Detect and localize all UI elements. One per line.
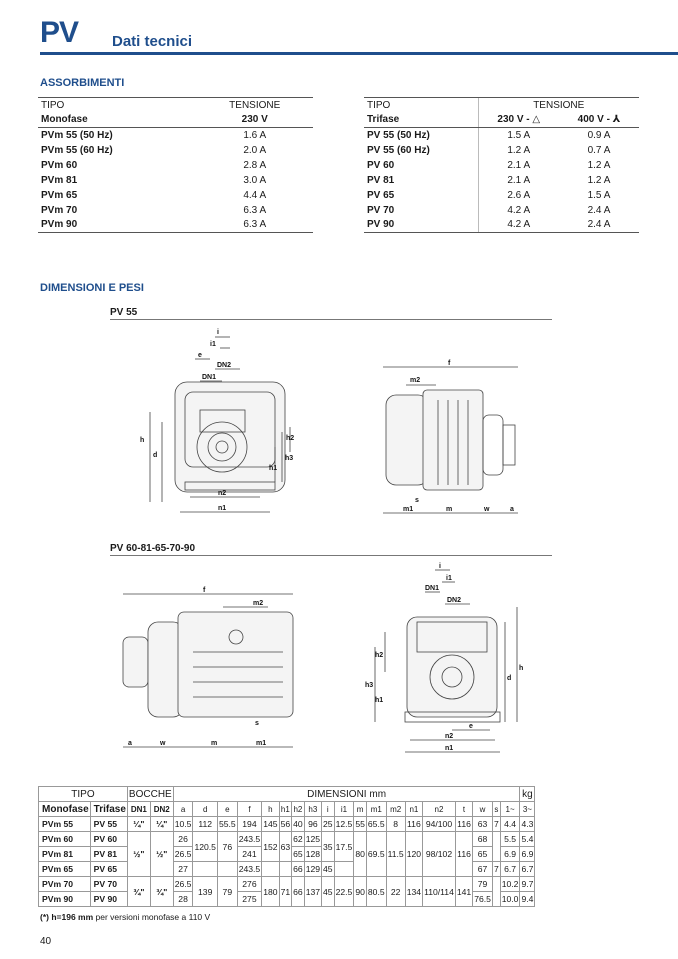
col-s: s — [492, 802, 500, 817]
page-number: 40 — [40, 936, 52, 947]
cell: 5.5 — [500, 832, 520, 847]
drawing2-rule — [110, 555, 552, 556]
header-rule — [40, 52, 678, 55]
dim-label-m1: m1 — [256, 740, 267, 747]
dim-label-m2: m2 — [410, 377, 421, 384]
cell: 80 — [354, 832, 367, 877]
cell: 276 — [237, 877, 262, 892]
row-type: PV 90 — [364, 218, 478, 233]
row-tri: PV 90 — [90, 892, 127, 907]
col-m: m — [354, 802, 367, 817]
dim-label-e: e — [198, 352, 202, 359]
cell: 9.7 — [520, 877, 535, 892]
cell: 4.3 — [520, 817, 535, 832]
table-row — [38, 188, 313, 203]
cell: 129 — [304, 862, 321, 877]
row-tri: PV 70 — [90, 877, 127, 892]
dim-label-w: w — [484, 506, 490, 513]
cell: 110/114 — [423, 877, 456, 907]
dim-label-h: h — [519, 665, 524, 672]
row-current: 1.6 A — [243, 129, 267, 141]
cell: 79 — [473, 877, 493, 892]
row-current-400: 1.2 A — [587, 174, 611, 186]
cell: 65 — [292, 847, 305, 862]
h-bocche: BOCCHE — [128, 788, 172, 800]
row-mono: PVm 65 — [39, 862, 91, 877]
col-a: a — [173, 802, 193, 817]
row-current-400: 1.2 A — [587, 159, 611, 171]
cell: 26.5 — [173, 877, 193, 892]
col-h3: h3 — [304, 802, 321, 817]
col-n1: n1 — [405, 802, 422, 817]
phase-label: Trifase — [364, 113, 478, 128]
dim-label-h: h — [140, 437, 145, 444]
dim-label-m2: m2 — [253, 600, 264, 607]
cell: 112 — [193, 817, 218, 832]
cell: 55 — [354, 817, 367, 832]
row-tri: PV 55 — [90, 817, 127, 832]
col-kg3: 3~ — [520, 802, 535, 817]
row-mono: PVm 81 — [39, 847, 91, 862]
cell: 65 — [473, 847, 493, 862]
row-current: 4.4 A — [243, 189, 267, 201]
cell: 80.5 — [366, 877, 386, 907]
cell: 116 — [455, 817, 472, 832]
cell: 6.9 — [500, 847, 520, 862]
cell: 4.4 — [500, 817, 520, 832]
drawing1-rule — [110, 319, 552, 320]
dim-label-h1: h1 — [375, 697, 384, 704]
col-type: TIPO — [364, 98, 478, 113]
dim-label-i1: i1 — [210, 341, 216, 348]
row-tri: PV 81 — [90, 847, 127, 862]
row-mono: PVm 55 — [39, 817, 91, 832]
row-type: PVm 81 — [41, 174, 78, 186]
cell: 120 — [405, 832, 422, 877]
table-row — [364, 158, 639, 173]
dim-label-f: f — [203, 587, 206, 594]
row-current: 3.0 A — [243, 174, 267, 186]
cell: 6.7 — [500, 862, 520, 877]
col-voltage: TENSIONE — [196, 98, 313, 113]
col-i: i — [322, 802, 335, 817]
cell: 11.5 — [386, 832, 405, 877]
row-type: PV 81 — [367, 174, 395, 186]
row-mono: PVm 60 — [39, 832, 91, 847]
cell: 10.5 — [173, 817, 193, 832]
cell: 56 — [279, 817, 292, 832]
page-header — [40, 16, 678, 56]
table-row — [38, 128, 313, 143]
dim-label-dn1: DN1 — [202, 374, 217, 381]
drawing1-title: PV 55 — [110, 307, 138, 318]
dim-label-n2: n2 — [445, 733, 454, 740]
table-row — [38, 203, 313, 218]
cell: 22 — [386, 877, 405, 907]
table-row — [364, 203, 639, 218]
cell: 90 — [354, 877, 367, 907]
cell: 25 — [322, 817, 335, 832]
cell: 22.5 — [334, 877, 354, 907]
row-type: PVm 90 — [38, 218, 196, 233]
absorption-mono-table — [38, 97, 313, 233]
cell: 27 — [173, 862, 193, 877]
col-n2: n2 — [423, 802, 456, 817]
col-w: w — [473, 802, 493, 817]
pv55-side-view — [378, 355, 528, 520]
cell: 125 — [304, 832, 321, 847]
cell: 6.9 — [520, 847, 535, 862]
col-voltage: TENSIONE — [478, 98, 639, 113]
col-d: d — [193, 802, 218, 817]
cell: 79 — [217, 877, 237, 907]
cell: 40 — [292, 817, 305, 832]
table-row — [38, 218, 313, 233]
col-f: f — [237, 802, 262, 817]
cell: ½" — [127, 832, 150, 877]
table-row — [39, 877, 535, 892]
cell: 5.4 — [520, 832, 535, 847]
cell: 62 — [292, 832, 305, 847]
row-current-400: 2.4 A — [587, 204, 611, 216]
col-h: h — [262, 802, 279, 817]
phase-label: Monofase — [38, 113, 196, 128]
cell: ½" — [150, 832, 173, 877]
h-tipo: TIPO — [39, 787, 128, 802]
voltage-label: 230 V — [196, 113, 313, 128]
row-current: 2.0 A — [243, 144, 267, 156]
dim-label-dn2: DN2 — [447, 597, 462, 604]
row-type: PV 55 (50 Hz) — [367, 129, 430, 141]
pv60-front-view — [355, 562, 530, 762]
cell: 10.2 — [500, 877, 520, 892]
cell: 96 — [304, 817, 321, 832]
dim-label-m: m — [211, 740, 218, 747]
cell: 55.5 — [217, 817, 237, 832]
cell: 71 — [279, 877, 292, 907]
dim-label-f: f — [448, 360, 451, 367]
footnote-text: per versioni monofase a 110 V — [93, 912, 211, 922]
dimensions-table — [38, 786, 535, 907]
dim-label-a: a — [128, 740, 132, 747]
cell: 65.5 — [366, 817, 386, 832]
col-e: e — [217, 802, 237, 817]
cell: 66 — [292, 877, 305, 907]
row-type: PVm 60 — [41, 159, 78, 171]
row-mono: PVm 70 — [39, 877, 91, 892]
dim-label-m1: m1 — [403, 506, 414, 513]
col-m2: m2 — [386, 802, 405, 817]
dim-label-i: i — [217, 329, 219, 336]
cell: 76.5 — [473, 892, 493, 907]
cell: ¾" — [127, 877, 150, 907]
cell: 7 — [492, 862, 500, 877]
cell: 68 — [473, 832, 493, 847]
cell: 45 — [322, 877, 335, 907]
table-row — [38, 173, 313, 188]
col-m1: m1 — [366, 802, 386, 817]
row-type: PVm 55 (50 Hz) — [41, 129, 113, 141]
dim-label-h3: h3 — [365, 682, 374, 689]
voltage-400-label: 400 V - ⅄ — [559, 113, 639, 128]
table-row — [364, 128, 639, 143]
dim-label-h2: h2 — [286, 435, 295, 442]
row-type: PV 55 (60 Hz) — [367, 144, 430, 156]
dim-label-h3: h3 — [285, 455, 294, 462]
row-type: PVm 65 — [41, 189, 78, 201]
cell: 120.5 — [193, 832, 218, 862]
row-current: 6.3 A — [196, 218, 313, 233]
col-kg1: 1~ — [500, 802, 520, 817]
row-tri: PV 65 — [90, 862, 127, 877]
cell: 26 — [173, 832, 193, 847]
row-current-400: 1.5 A — [587, 189, 611, 201]
col-h1: h1 — [279, 802, 292, 817]
cell: 28 — [173, 892, 193, 907]
cell: 10.0 — [500, 892, 520, 907]
row-current-230: 1.5 A — [478, 128, 559, 143]
h-dim: DIMENSIONI mm — [173, 787, 520, 802]
dim-label-dn2: DN2 — [217, 362, 232, 369]
cell: 241 — [237, 847, 262, 862]
cell: 139 — [193, 877, 218, 907]
cell: 8 — [386, 817, 405, 832]
h-mono: Monofase — [39, 802, 91, 817]
dim-label-m: m — [446, 506, 453, 513]
cell: 98/102 — [423, 832, 456, 877]
col-t: t — [455, 802, 472, 817]
row-tri: PV 60 — [90, 832, 127, 847]
page-title: Dati tecnici — [112, 33, 193, 50]
cell: 116 — [455, 832, 472, 877]
cell: 141 — [455, 877, 472, 907]
pv55-front-view — [130, 322, 320, 522]
cell: 243.5 — [237, 832, 262, 847]
absorption-tri-table — [364, 97, 639, 233]
cell: 35 — [322, 832, 335, 862]
cell: 17.5 — [334, 832, 354, 862]
dim-label-d: d — [507, 675, 512, 682]
h-tri: Trifase — [90, 802, 127, 817]
row-current-400: 0.7 A — [587, 144, 611, 156]
drawing2-title: PV 60-81-65-70-90 — [110, 543, 196, 554]
cell: 180 — [262, 877, 279, 907]
table-row — [364, 173, 639, 188]
table-row — [364, 143, 639, 158]
pv60-side-view — [118, 582, 303, 757]
row-current-230: 4.2 A — [478, 218, 559, 233]
cell: 66 — [292, 862, 305, 877]
cell: ¼" — [150, 817, 173, 832]
cell: 9.4 — [520, 892, 535, 907]
voltage-230-label: 230 V - △ — [478, 113, 559, 128]
cell: 194 — [237, 817, 262, 832]
table-row — [38, 143, 313, 158]
cell: 116 — [405, 817, 422, 832]
col-i1: i1 — [334, 802, 354, 817]
dim-label-n1: n1 — [445, 745, 454, 752]
cell: 12.5 — [334, 817, 354, 832]
dim-label-d: d — [153, 452, 158, 459]
h-kg: kg — [520, 787, 535, 802]
cell: 67 — [473, 862, 493, 877]
row-type: PV 70 — [367, 204, 395, 216]
cell: 152 — [262, 832, 279, 862]
table-row — [364, 188, 639, 203]
cell: 243.5 — [237, 862, 262, 877]
row-current-230: 2.1 A — [478, 173, 559, 188]
dim-label-w: w — [160, 740, 166, 747]
row-type: PV 60 — [367, 159, 395, 171]
row-type: PVm 70 — [41, 204, 78, 216]
absorption-title: ASSORBIMENTI — [40, 77, 125, 89]
cell: 26.5 — [173, 847, 193, 862]
dim-label-dn1: DN1 — [425, 585, 440, 592]
cell: 63 — [279, 832, 292, 862]
dim-label-s: s — [255, 720, 259, 727]
row-type: PVm 55 (60 Hz) — [41, 144, 113, 156]
dim-label-h2: h2 — [375, 652, 384, 659]
cell: 45 — [322, 862, 335, 877]
footnote-bold: (*) h=196 mm — [40, 912, 94, 922]
row-type: PV 65 — [367, 189, 395, 201]
row-current-230: 4.2 A — [478, 203, 559, 218]
cell: 128 — [304, 847, 321, 862]
table-row — [38, 158, 313, 173]
cell: 69.5 — [366, 832, 386, 877]
cell: 76 — [217, 832, 237, 862]
row-current-230: 2.1 A — [478, 158, 559, 173]
cell: 7 — [492, 817, 500, 832]
cell: ¼" — [127, 817, 150, 832]
cell: 275 — [237, 892, 262, 907]
col-dn1: DN1 — [127, 802, 150, 817]
cell: 63 — [473, 817, 493, 832]
cell: 134 — [405, 877, 422, 907]
series-title: PV — [40, 16, 79, 49]
row-current-400: 2.4 A — [559, 218, 639, 233]
cell: 145 — [262, 817, 279, 832]
dim-label-h1: h1 — [269, 465, 278, 472]
col-dn2: DN2 — [150, 802, 173, 817]
cell: 6.7 — [520, 862, 535, 877]
row-current-400: 0.9 A — [587, 129, 611, 141]
dim-label-n2: n2 — [218, 490, 227, 497]
table-row — [364, 218, 639, 233]
footnote — [40, 912, 210, 922]
row-current-230: 2.6 A — [478, 188, 559, 203]
cell: 94/100 — [423, 817, 456, 832]
dim-label-i1: i1 — [446, 575, 452, 582]
row-current: 6.3 A — [243, 204, 267, 216]
row-mono: PVm 90 — [39, 892, 91, 907]
cell: ¾" — [150, 877, 173, 907]
col-h2: h2 — [292, 802, 305, 817]
row-current-230: 1.2 A — [478, 143, 559, 158]
col-type: TIPO — [38, 98, 196, 113]
table-row — [39, 817, 535, 832]
cell: 137 — [304, 877, 321, 907]
dimensions-title: DIMENSIONI E PESI — [40, 282, 144, 294]
dim-label-s: s — [415, 497, 419, 504]
table-row — [39, 832, 535, 847]
dim-label-e: e — [469, 723, 473, 730]
row-current: 2.8 A — [243, 159, 267, 171]
dim-label-a: a — [510, 506, 514, 513]
dim-label-n1: n1 — [218, 505, 227, 512]
dim-label-i: i — [439, 563, 441, 570]
